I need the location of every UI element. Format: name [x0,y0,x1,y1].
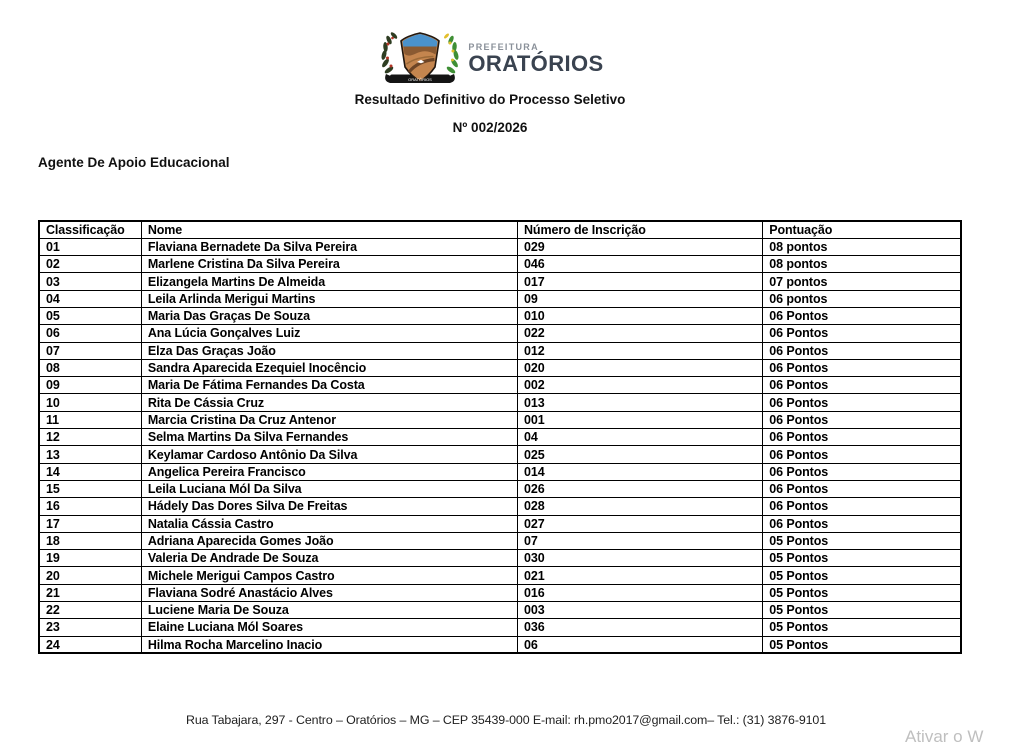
windows-activation-watermark: Ativar o W [905,727,984,746]
cell-pontuacao: 08 pontos [763,256,961,273]
cell-classificacao: 15 [39,480,141,497]
cell-pontuacao: 06 Pontos [763,359,961,376]
cell-pontuacao: 05 Pontos [763,602,961,619]
table-row [39,567,961,584]
cell-pontuacao: 08 pontos [763,238,961,255]
table-row [39,515,961,532]
cell-numero-inscricao: 021 [518,567,763,584]
cell-pontuacao: 06 pontos [763,290,961,307]
table-row [39,256,961,273]
cell-classificacao: 12 [39,429,141,446]
document-title: Resultado Definitivo do Processo Seletivo [354,92,626,107]
cell-pontuacao: 05 Pontos [763,550,961,567]
cell-nome: Leila Luciana Mól Da Silva [141,480,517,497]
table-row [39,602,961,619]
cell-numero-inscricao: 022 [518,325,763,342]
cell-numero-inscricao: 016 [518,584,763,601]
cell-numero-inscricao: 029 [518,238,763,255]
cell-numero-inscricao: 025 [518,446,763,463]
cell-numero-inscricao: 003 [518,602,763,619]
cell-pontuacao: 06 Pontos [763,515,961,532]
cell-pontuacao: 06 Pontos [763,325,961,342]
cell-classificacao: 09 [39,377,141,394]
brand-top-label: PREFEITURA [468,42,539,52]
cell-classificacao: 20 [39,567,141,584]
cell-classificacao: 07 [39,342,141,359]
cell-pontuacao: 06 Pontos [763,429,961,446]
table-row [39,238,961,255]
cell-classificacao: 16 [39,498,141,515]
cell-numero-inscricao: 002 [518,377,763,394]
header-nome: Nome [141,221,517,238]
cell-pontuacao: 06 Pontos [763,377,961,394]
cell-numero-inscricao: 014 [518,463,763,480]
cell-pontuacao: 05 Pontos [763,532,961,549]
table-row [39,377,961,394]
cell-pontuacao: 05 Pontos [763,584,961,601]
cell-pontuacao: 06 Pontos [763,480,961,497]
cell-nome: Elaine Luciana Mól Soares [141,619,517,636]
header-numero-inscricao: Número de Inscrição [518,221,763,238]
cell-numero-inscricao: 010 [518,307,763,324]
header-pontuacao: Pontuação [763,221,961,238]
table-row [39,359,961,376]
cell-nome: Luciene Maria De Souza [141,602,517,619]
laurel-left-icon [381,31,399,74]
cell-numero-inscricao: 04 [518,429,763,446]
cell-numero-inscricao: 036 [518,619,763,636]
city-crest-icon [376,31,464,88]
cell-classificacao: 03 [39,273,141,290]
cell-numero-inscricao: 07 [518,532,763,549]
cell-nome: Ana Lúcia Gonçalves Luiz [141,325,517,342]
cell-pontuacao: 05 Pontos [763,636,961,653]
table-row [39,550,961,567]
cell-nome: Valeria De Andrade De Souza [141,550,517,567]
crest-banner-label: ORATÓRIOS [408,77,433,82]
cell-numero-inscricao: 027 [518,515,763,532]
cell-nome: Hádely Das Dores Silva De Freitas [141,498,517,515]
footer-address: Rua Tabajara, 297 - Centro – Oratórios – MG – CEP 35439-000 E-mail: rh.pmo2017@gmail.com– Tel.: (31) 3876-9101 [185,713,827,727]
cell-nome: Keylamar Cardoso Antônio Da Silva [141,446,517,463]
table-row [39,429,961,446]
laurel-right-icon [446,35,460,75]
cell-numero-inscricao: 09 [518,290,763,307]
table-row [39,463,961,480]
brand-name-label: ORATÓRIOS [468,51,604,76]
cell-nome: Adriana Aparecida Gomes João [141,532,517,549]
cell-classificacao: 04 [39,290,141,307]
cell-numero-inscricao: 013 [518,394,763,411]
cell-classificacao: 01 [39,238,141,255]
cell-numero-inscricao: 017 [518,273,763,290]
cell-nome: Leila Arlinda Merigui Martins [141,290,517,307]
cell-pontuacao: 06 Pontos [763,394,961,411]
cell-numero-inscricao: 026 [518,480,763,497]
cell-classificacao: 14 [39,463,141,480]
cell-nome: Rita De Cássia Cruz [141,394,517,411]
cell-nome: Michele Merigui Campos Castro [141,567,517,584]
cell-pontuacao: 07 pontos [763,273,961,290]
cell-nome: Flaviana Sodré Anastácio Alves [141,584,517,601]
cell-nome: Elza Das Graças João [141,342,517,359]
cell-nome: Maria De Fátima Fernandes Da Costa [141,377,517,394]
cell-classificacao: 18 [39,532,141,549]
table-row [39,584,961,601]
table-row [39,342,961,359]
cell-classificacao: 13 [39,446,141,463]
document-header [0,31,980,135]
table-row [39,411,961,428]
cell-classificacao: 21 [39,584,141,601]
cell-classificacao: 05 [39,307,141,324]
cell-classificacao: 17 [39,515,141,532]
table-row [39,307,961,324]
section-title: Agente De Apoio Educacional [38,155,230,170]
cell-pontuacao: 05 Pontos [763,567,961,584]
cell-classificacao: 11 [39,411,141,428]
table-row [39,446,961,463]
table-row [39,636,961,653]
cell-pontuacao: 06 Pontos [763,463,961,480]
cell-nome: Marcia Cristina Da Cruz Antenor [141,411,517,428]
cell-numero-inscricao: 001 [518,411,763,428]
cell-pontuacao: 06 Pontos [763,307,961,324]
cell-classificacao: 10 [39,394,141,411]
cell-classificacao: 23 [39,619,141,636]
cell-nome: Sandra Aparecida Ezequiel Inocêncio [141,359,517,376]
cell-classificacao: 24 [39,636,141,653]
cell-numero-inscricao: 028 [518,498,763,515]
cell-numero-inscricao: 06 [518,636,763,653]
cell-nome: Selma Martins Da Silva Fernandes [141,429,517,446]
header-classificacao: Classificação [39,221,141,238]
cell-numero-inscricao: 020 [518,359,763,376]
cell-nome: Natalia Cássia Castro [141,515,517,532]
cell-nome: Angelica Pereira Francisco [141,463,517,480]
table-row [39,532,961,549]
cell-pontuacao: 06 Pontos [763,498,961,515]
cell-pontuacao: 06 Pontos [763,446,961,463]
cell-nome: Maria Das Graças De Souza [141,307,517,324]
cell-nome: Flaviana Bernadete Da Silva Pereira [141,238,517,255]
cell-classificacao: 22 [39,602,141,619]
cell-classificacao: 02 [39,256,141,273]
table-row [39,325,961,342]
cell-nome: Elizangela Martins De Almeida [141,273,517,290]
table-header-row [39,221,961,238]
cell-classificacao: 19 [39,550,141,567]
cell-classificacao: 08 [39,359,141,376]
cell-numero-inscricao: 046 [518,256,763,273]
table-row [39,394,961,411]
cell-numero-inscricao: 030 [518,550,763,567]
results-table [38,220,962,654]
cell-numero-inscricao: 012 [518,342,763,359]
cell-classificacao: 06 [39,325,141,342]
table-row [39,290,961,307]
cell-nome: Hilma Rocha Marcelino Inacio [141,636,517,653]
cell-pontuacao: 06 Pontos [763,411,961,428]
brand-text [468,31,603,75]
table-row [39,273,961,290]
table-row [39,498,961,515]
prefeitura-logo [376,31,603,88]
cell-pontuacao: 06 Pontos [763,342,961,359]
document-number: Nº 002/2026 [452,120,528,135]
cell-nome: Marlene Cristina Da Silva Pereira [141,256,517,273]
table-row [39,480,961,497]
cell-pontuacao: 05 Pontos [763,619,961,636]
results-table-body [39,238,961,653]
table-row [39,619,961,636]
